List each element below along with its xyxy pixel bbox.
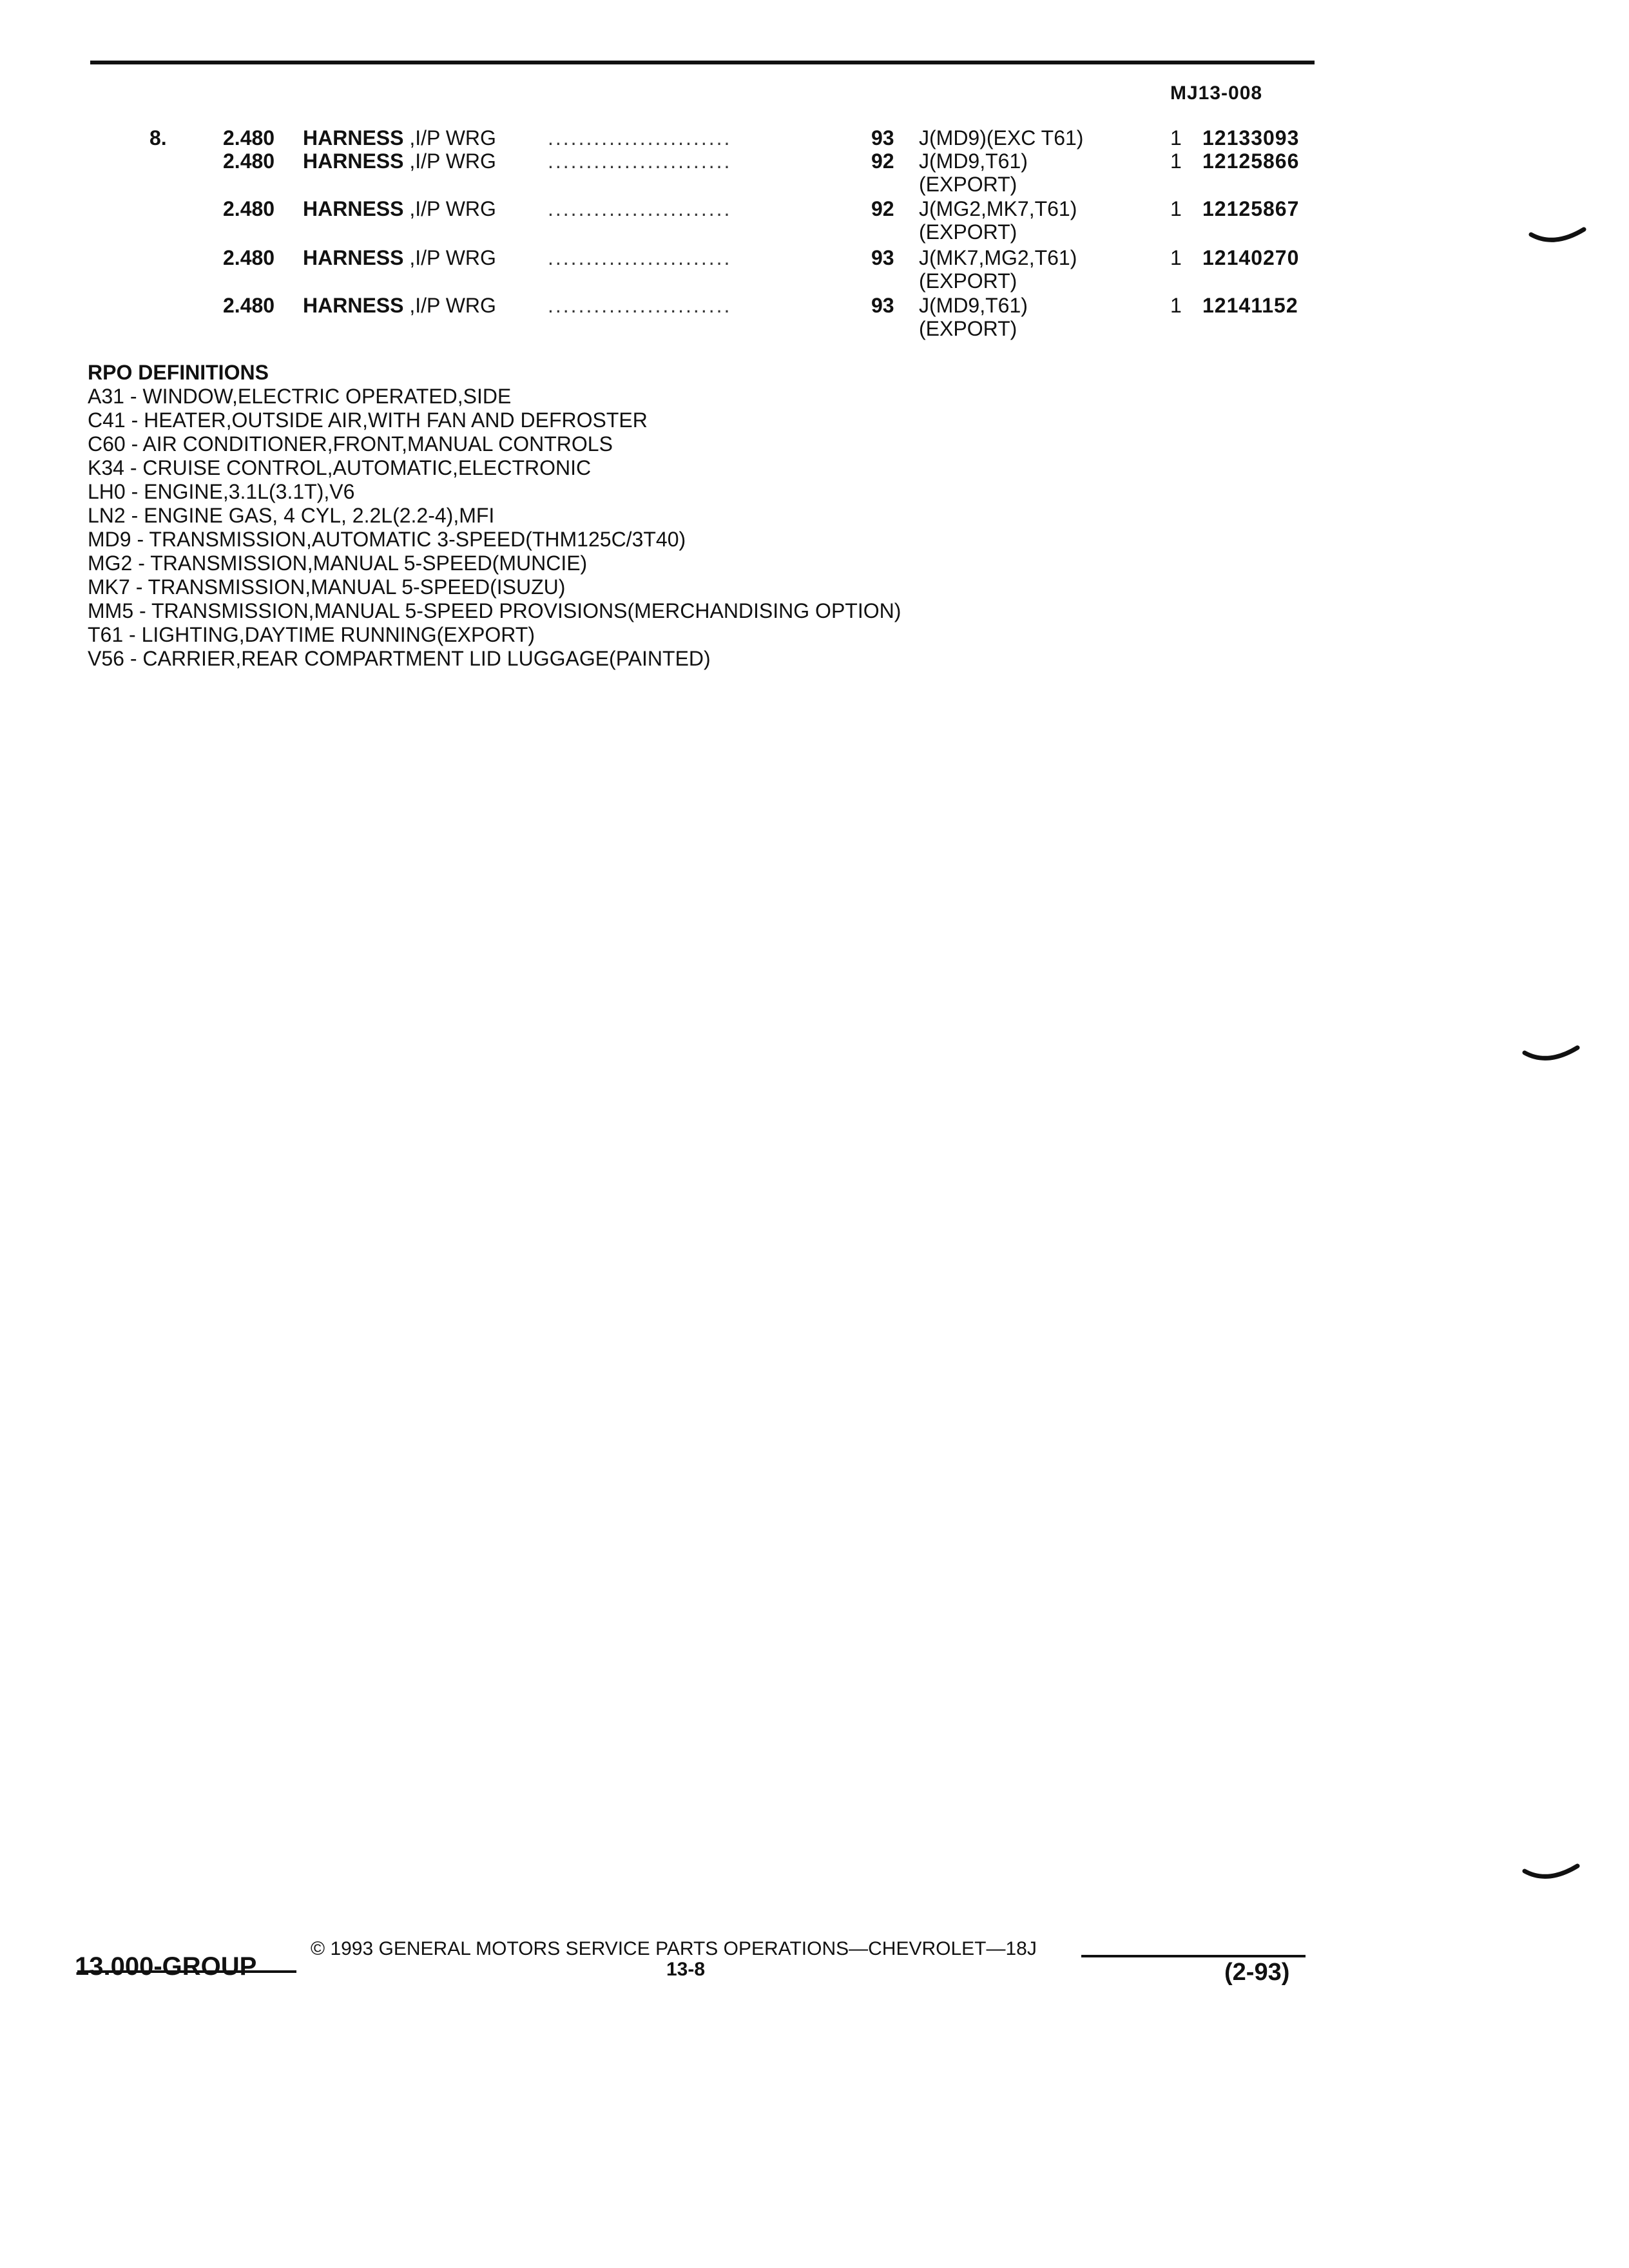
usage-note: (EXPORT): [919, 220, 1017, 244]
rpo-definitions: [88, 361, 901, 671]
part-description: HARNESS ,I/P WRG: [303, 149, 496, 173]
leader-dots: ........................: [548, 126, 732, 149]
part-number: 12140270: [1202, 246, 1300, 269]
part-number: 12125866: [1202, 149, 1300, 173]
footer-rule-right: [1081, 1955, 1306, 1957]
table-row: [0, 197, 1629, 247]
usage-code: J(MD9)(EXC T61): [919, 126, 1084, 149]
table-row: [0, 294, 1629, 344]
ref-number: 2.480: [223, 149, 275, 173]
model-year: 93: [871, 246, 894, 269]
rpo-definition: LN2 - ENGINE GAS, 4 CYL, 2.2L(2.2-4),MFI: [88, 504, 495, 527]
leader-dots: ........................: [548, 149, 732, 173]
model-year: 93: [871, 126, 894, 149]
rpo-title: RPO DEFINITIONS: [88, 361, 269, 384]
usage-code: J(MG2,MK7,T61): [919, 197, 1077, 220]
quantity: 1: [1170, 294, 1182, 317]
item-number: 8.: [149, 126, 167, 149]
rpo-definition: K34 - CRUISE CONTROL,AUTOMATIC,ELECTRONIC: [88, 456, 592, 479]
part-number: 12141152: [1202, 294, 1298, 317]
model-year: 93: [871, 294, 894, 317]
rpo-definition: V56 - CARRIER,REAR COMPARTMENT LID LUGGAGE(PAINTED): [88, 647, 711, 670]
copyright-notice: © 1993 GENERAL MOTORS SERVICE PARTS OPERATIONS—CHEVROLET—18J: [311, 1938, 1037, 1959]
page-number: 13-8: [666, 1959, 706, 1980]
revision-date: (2-93): [1224, 1959, 1290, 1986]
group-label: 13.000-GROUP: [75, 1952, 257, 1981]
quantity: 1: [1170, 126, 1182, 149]
quantity: 1: [1170, 149, 1182, 173]
ref-number: 2.480: [223, 294, 275, 317]
part-description: HARNESS ,I/P WRG: [303, 246, 496, 269]
rpo-definition: C60 - AIR CONDITIONER,FRONT,MANUAL CONTROLS: [88, 432, 613, 456]
table-row: [0, 149, 1629, 200]
rpo-definition: T61 - LIGHTING,DAYTIME RUNNING(EXPORT): [88, 623, 535, 646]
usage-note: (EXPORT): [919, 269, 1017, 293]
part-description: HARNESS ,I/P WRG: [303, 126, 496, 149]
ref-number: 2.480: [223, 197, 275, 220]
binder-hole-mark: [1522, 1862, 1580, 1888]
top-rule: [90, 61, 1315, 64]
leader-dots: ........................: [548, 246, 732, 269]
leader-dots: ........................: [548, 294, 732, 317]
rpo-definition: LH0 - ENGINE,3.1L(3.1T),V6: [88, 480, 355, 503]
part-description: HARNESS ,I/P WRG: [303, 294, 496, 317]
usage-code: J(MK7,MG2,T61): [919, 246, 1077, 269]
usage-code: J(MD9,T61): [919, 294, 1028, 317]
ref-number: 2.480: [223, 126, 275, 149]
part-description: HARNESS ,I/P WRG: [303, 197, 496, 220]
ref-number: 2.480: [223, 246, 275, 269]
rpo-definition: MM5 - TRANSMISSION,MANUAL 5-SPEED PROVISIONS(MERCHANDISING OPTION): [88, 599, 901, 622]
rpo-definition: MG2 - TRANSMISSION,MANUAL 5-SPEED(MUNCIE): [88, 552, 588, 575]
quantity: 1: [1170, 246, 1182, 269]
rpo-definition: MD9 - TRANSMISSION,AUTOMATIC 3-SPEED(THM125C/3T40): [88, 528, 686, 551]
part-number: 12133093: [1202, 126, 1300, 149]
usage-note: (EXPORT): [919, 317, 1017, 340]
document-code: MJ13-008: [1170, 82, 1263, 104]
rpo-definition: MK7 - TRANSMISSION,MANUAL 5-SPEED(ISUZU): [88, 575, 566, 599]
binder-hole-mark: [1528, 226, 1586, 251]
binder-hole-mark: [1522, 1044, 1580, 1070]
model-year: 92: [871, 149, 894, 173]
rpo-definition: C41 - HEATER,OUTSIDE AIR,WITH FAN AND DEFROSTER: [88, 408, 648, 432]
leader-dots: ........................: [548, 197, 732, 220]
table-row: [0, 246, 1629, 296]
rpo-definition: A31 - WINDOW,ELECTRIC OPERATED,SIDE: [88, 385, 512, 408]
usage-code: J(MD9,T61): [919, 149, 1028, 173]
model-year: 92: [871, 197, 894, 220]
usage-note: (EXPORT): [919, 173, 1017, 196]
part-number: 12125867: [1202, 197, 1300, 220]
quantity: 1: [1170, 197, 1182, 220]
